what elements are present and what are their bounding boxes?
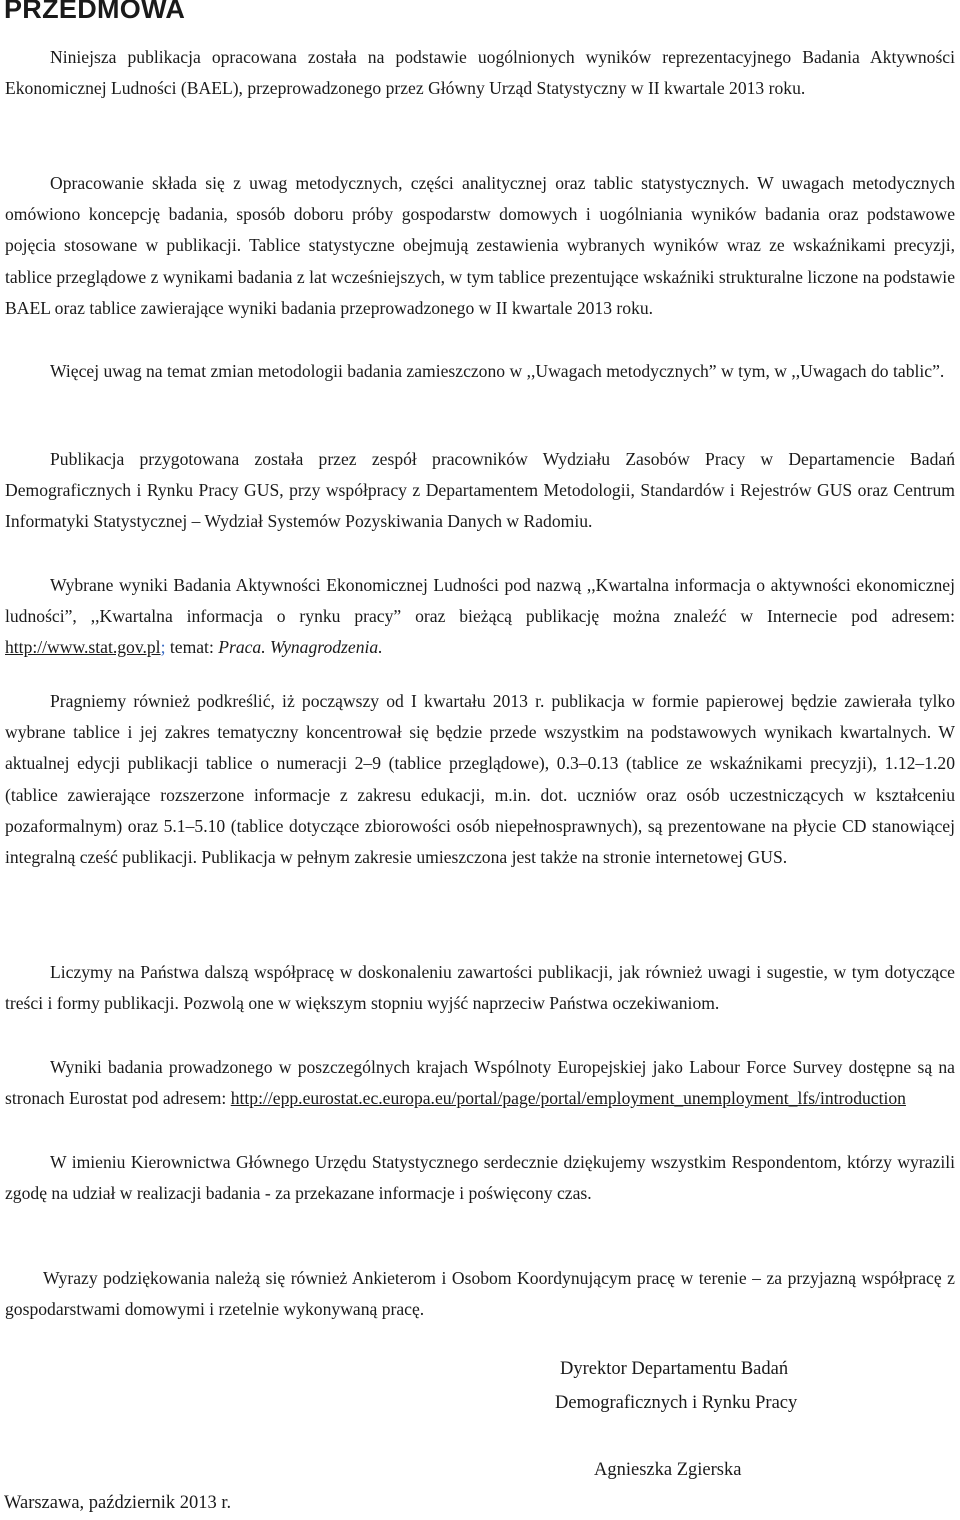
paragraph-feedback: Liczymy na Państwa dalszą współpracę w doskonaleniu zawartości publikacji, jak również uwagi i sugestie, w tym dotyczące treści i formy publikacji. Pozwolą one w większym stopniu wyjść naprzeciw Państwa oczekiwaniom.	[5, 962, 955, 1014]
paragraph-thanks-interviewers: Wyrazy podziękowania należą się również Ankieterom i Osobom Koordynującym pracę w terenie – za przyjazną współpracę z gospodarstwami domowymi i rzetelnie wykonywaną pracę.	[5, 1268, 955, 1320]
stat-gov-link[interactable]: http://www.stat.gov.pl	[5, 637, 161, 658]
signature-name: Agnieszka Zgierska	[594, 1460, 742, 1480]
signature-title-line2: Demograficznych i Rynku Pracy	[555, 1393, 798, 1413]
page-title: PRZEDMOWA	[4, 0, 186, 24]
paragraph-eurostat	[5, 1052, 955, 1114]
paragraph-authors: Publikacja przygotowana została przez zespół pracowników Wydziału Zasobów Pracy w Departamencie Badań Demograficznych i Rynku Pracy GUS, przy współpracy z Departamentem Metodologii, Standardów i Rejestrów GUS oraz Centrum Informatyki Statystycznej – Wydział Systemów Pozyskiwania Danych w Radomiu.	[5, 449, 955, 532]
paragraph-paper-edition: Pragniemy również podkreślić, iż począwszy od I kwartału 2013 r. publikacja w formie papierowej będzie zawierała tylko wybrane tablice i jej zakres tematyczny koncentrował się będzie przede wszystkim na podstawowych wynikach kwartalnych. W aktualnej edycji publikacji tablice o numeracji 2–9 (tablice przeglądowe), 0.3–0.13 (tablice ze wskaźnikami precyzji), 1.12–1.20 (tablice zawierające rozszerzone informacje z zakresu edukacji, m.in. dot. uczniów oraz osób uczestniczących w kształceniu pozaformalnym) oraz 5.1–5.10 (tablice dotyczące zbiorowości osób niepełnosprawnych), są prezentowane na płycie CD stanowiącej integralną cześć publikacji. Publikacja w pełnym zakresie umieszczona jest także na stronie internetowej GUS.	[5, 691, 955, 868]
place-and-date: Warszawa, październik 2013 r.	[4, 1493, 232, 1513]
paragraph-intro: Niniejsza publikacja opracowana została na podstawie uogólnionych wyników reprezentacyjnego Badania Aktywności Ekonomicznej Ludności (BAEL), przeprowadzonego przez Główny Urząd Statystyczny w II kwartale 2013 roku.	[5, 47, 955, 99]
topic-label: temat:	[165, 637, 219, 658]
topic-name: Praca. Wynagrodzenia.	[218, 637, 383, 658]
link-semicolon: ;	[160, 637, 166, 658]
paragraph-eurostat-text: Wyniki badania prowadzonego w poszczególnych krajach Wspólnoty Europejskiej jako Labour Force Survey dostępne są na stronach Eurostat pod adresem:	[5, 1057, 955, 1109]
paragraph-online-results-text: Wybrane wyniki Badania Aktywności Ekonomicznej Ludności pod nazwą ,,Kwartalna informacja o aktywności ekonomicznej ludności”, ,,Kwartalna informacja o rynku pracy” oraz bieżącą publikację można znaleźć w Internecie pod adresem:	[5, 575, 955, 627]
paragraph-thanks-respondents: W imieniu Kierownictwa Głównego Urzędu Statystycznego serdecznie dziękujemy wszystkim Respondentom, którzy wyrazili zgodę na udział w realizacji badania - za przekazane informacje i poświęcony czas.	[5, 1152, 955, 1204]
paragraph-methodology-note: Więcej uwag na temat zmian metodologii badania zamieszczono w ,,Uwagach metodycznych” w tym, w ,,Uwagach do tablic”.	[50, 361, 945, 381]
paragraph-structure: Opracowanie składa się z uwag metodycznych, części analitycznej oraz tablic statystycznych. W uwagach metodycznych omówiono koncepcję badania, sposób doboru próby gospodarstw domowych i uogólniania wyników badania oraz podstawowe pojęcia stosowane w publikacji. Tablice statystyczne obejmują zestawienia wybranych wyników wraz ze wskaźnikami precyzji, tablice przeglądowe z wynikami badania z lat wcześniejszych, w tym tablice prezentujące wskaźniki strukturalne liczone na podstawie BAEL oraz tablice zawierające wyniki badania przeprowadzonego w II kwartale 2013 roku.	[5, 173, 955, 318]
paragraph-online-results	[5, 570, 955, 664]
signature-title-line1: Dyrektor Departamentu Badań	[560, 1359, 789, 1379]
eurostat-link[interactable]: http://epp.eurostat.ec.europa.eu/portal/page/portal/employment_unemployment_lfs/introduction	[230, 1088, 906, 1109]
